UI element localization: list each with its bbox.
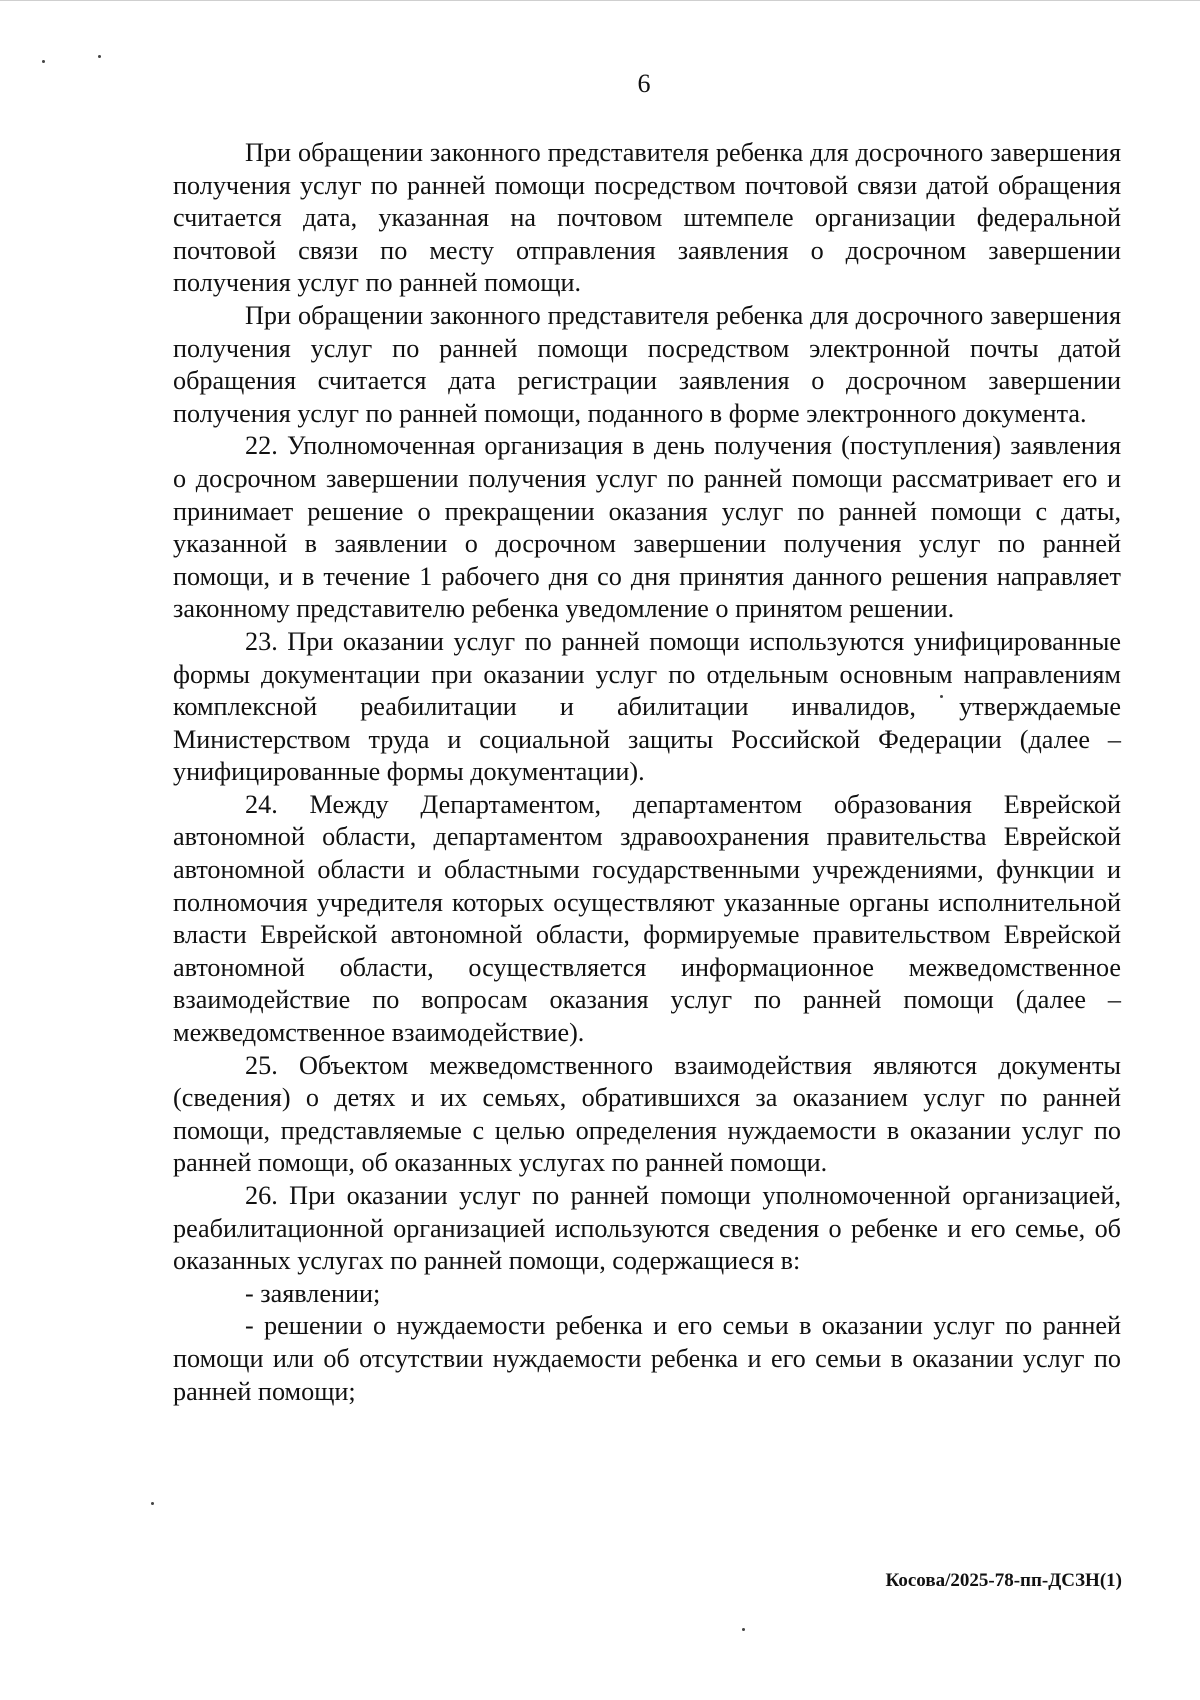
paragraph-25: 25. Объектом межведомственного взаимодействия являются документы (сведения) о детях и их семьях, обратившихся за оказанием услуг по ранней помощи, представляемые с целью определения нуждаемости в оказании услуг по ранней помощи, об оказанных услугах по ранней помощи. xyxy=(173,1050,1121,1178)
scan-speck xyxy=(742,1628,745,1631)
paragraph-26: 26. При оказании услуг по ранней помощи уполномоченной организацией, реабилитационной организацией используются сведения о ребенке и его семье, об оказанных услугах по ранней помощи, содержащиеся в: xyxy=(173,1181,1121,1276)
list-item-application: - заявлении; xyxy=(245,1278,381,1308)
page-number: 6 xyxy=(637,69,651,98)
document-code: Косова/2025-78-пп-ДСЗН(1) xyxy=(885,1570,1122,1591)
list-item-decision: - решении о нуждаемости ребенка и его семьи в оказании услуг по ранней помощи или об отсутствии нуждаемости ребенка и его семьи в оказании услуг по ранней помощи; xyxy=(173,1311,1121,1406)
scan-speck xyxy=(42,60,45,63)
paragraph-24: 24. Между Департаментом, департаментом образования Еврейской автономной области, департаментом здравоохранения правительства Еврейской автономной области и областными государственными учреждениями, функции и полномочия учредителя которых осуществляют указанные органы исполнительной власти Еврейской автономной области, формируемые правительством Еврейской автономной области, осуществляется информационное межведомственное взаимодействие по вопросам оказания услуг по ранней помощи (далее – межведомственное взаимодействие). xyxy=(173,789,1121,1048)
scan-edge-top xyxy=(0,0,1200,1)
scan-speck xyxy=(151,1502,154,1505)
paragraph-22: 22. Уполномоченная организация в день получения (поступления) заявления о досрочном завершении получения услуг по ранней помощи рассматривает его и принимает решение о прекращении оказания услуг по ранней помощи с даты, указанной в заявлении о досрочном завершении получения услуг по ранней помощи, и в течение 1 рабочего дня со дня принятия данного решения направляет законному представителю ребенка уведомление о принятом решении. xyxy=(173,431,1121,624)
paragraph-23: 23. При оказании услуг по ранней помощи используются унифицированные формы документации при оказании услуг по отдельным основным направлениям комплексной реабилитации и абилитации инвалидов, утверждаемые Министерством труда и социальной защиты Российской Федерации (далее – унифицированные формы документации). xyxy=(173,626,1121,787)
paragraph-postal-appeal: При обращении законного представителя ребенка для досрочного завершения получения услуг по ранней помощи посредством почтовой связи датой обращения считается дата, указанная на почтовом штемпеле организации федеральной почтовой связи по месту отправления заявления о досрочном завершении получения услуг по ранней помощи. xyxy=(173,138,1121,298)
document-body xyxy=(173,137,1121,1408)
scan-speck xyxy=(98,55,101,58)
paragraph-email-appeal: При обращении законного представителя ребенка для досрочного завершения получения услуг по ранней помощи посредством электронной почты датой обращения считается дата регистрации заявления о досрочном завершении получения услуг по ранней помощи, поданного в форме электронного документа. xyxy=(173,300,1121,428)
